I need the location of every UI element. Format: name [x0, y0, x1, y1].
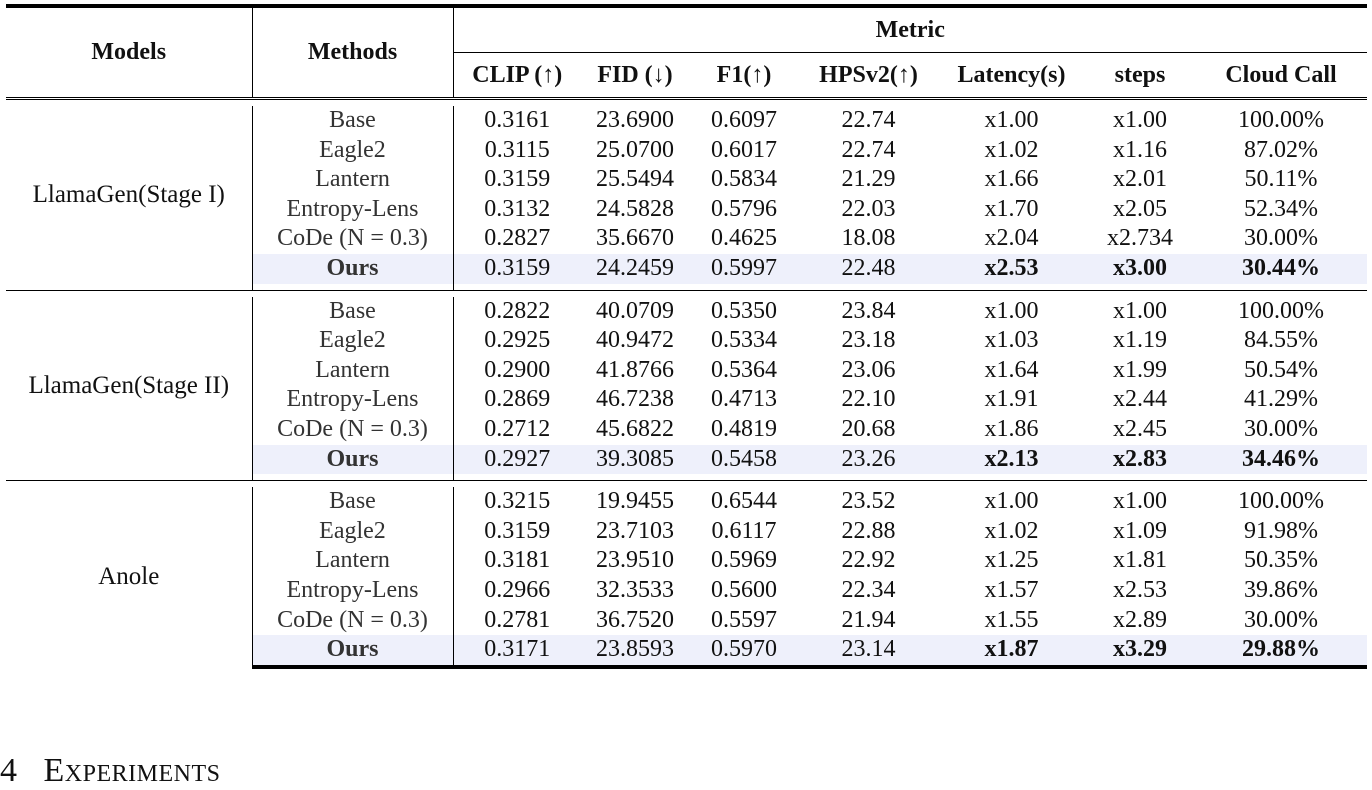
header-clip: CLIP (↑) [453, 53, 581, 99]
method-name: Lantern [252, 356, 453, 386]
method-name: CoDe (N = 0.3) [252, 415, 453, 445]
method-name: Lantern [252, 546, 453, 576]
cell-clip: 0.2822 [484, 297, 551, 324]
cell-fid: 24.2459 [581, 254, 689, 284]
cell-clip: 0.3181 [484, 547, 551, 574]
section-number: 4 [0, 752, 18, 789]
header-f1: F1(↑) [689, 53, 799, 99]
cell-hpsv2: 23.06 [841, 356, 896, 383]
model-name: LlamaGen(Stage I) [6, 106, 252, 284]
cell-latency: x1.00 [984, 107, 1039, 133]
cell-fid: 35.6670 [596, 225, 674, 252]
cell-clip: 0.2712 [484, 415, 551, 442]
cell-fid: 40.9472 [596, 327, 674, 354]
cell-hpsv2: 20.68 [841, 415, 896, 442]
cell-clip: 0.3161 [484, 107, 551, 133]
cell-latency: x2.53 [938, 254, 1085, 284]
header-fid: FID (↓) [581, 53, 689, 99]
method-name: Lantern [252, 165, 453, 195]
group-anole [6, 481, 1367, 667]
cell-steps: x1.19 [1113, 327, 1167, 354]
cell-hpsv2: 23.18 [841, 327, 896, 354]
cell-hpsv2: 22.03 [841, 195, 896, 222]
results-table [6, 4, 1367, 669]
method-name: Base [252, 297, 453, 327]
header-methods: Methods [252, 6, 453, 99]
method-name: Ours [252, 445, 453, 475]
cell-hpsv2: 22.10 [841, 386, 896, 413]
cell-cloud-call: 84.55% [1244, 327, 1318, 354]
cell-steps: x2.45 [1113, 415, 1167, 442]
cell-f1: 0.5796 [711, 195, 777, 222]
cell-hpsv2: 22.88 [841, 517, 896, 544]
cell-fid: 40.0709 [596, 297, 674, 324]
cell-f1: 0.5597 [711, 606, 777, 633]
cell-steps: x1.09 [1113, 517, 1167, 544]
cell-clip: 0.2900 [484, 356, 551, 383]
cell-hpsv2: 23.14 [799, 635, 938, 667]
cell-steps: x2.05 [1113, 195, 1167, 222]
cell-cloud-call: 50.11% [1244, 166, 1318, 193]
cell-steps: x2.89 [1113, 606, 1167, 633]
cell-f1: 0.4819 [711, 415, 777, 442]
cell-steps: x1.00 [1113, 297, 1167, 324]
cell-cloud-call: 34.46% [1195, 445, 1367, 475]
cell-latency: x1.91 [984, 386, 1039, 413]
cell-cloud-call: 39.86% [1244, 576, 1318, 603]
cell-latency: x1.87 [938, 635, 1085, 667]
cell-fid: 36.7520 [596, 606, 674, 633]
cell-f1: 0.5458 [689, 445, 799, 475]
method-name: Eagle2 [252, 136, 453, 166]
header-models: Models [6, 6, 252, 99]
cell-clip: 0.3132 [484, 195, 551, 222]
cell-f1: 0.4625 [711, 225, 777, 252]
cell-f1: 0.5970 [689, 635, 799, 667]
cell-steps: x1.16 [1113, 136, 1167, 163]
cell-hpsv2: 21.29 [841, 166, 896, 193]
cell-fid: 23.7103 [596, 517, 674, 544]
table-row [6, 297, 1367, 327]
cell-clip: 0.3159 [484, 166, 551, 193]
method-name: Base [252, 487, 453, 517]
cell-fid: 46.7238 [596, 386, 674, 413]
method-name: CoDe (N = 0.3) [252, 224, 453, 254]
cell-steps: x1.99 [1113, 356, 1167, 383]
cell-clip: 0.3171 [453, 635, 581, 667]
cell-fid: 19.9455 [596, 488, 674, 515]
cell-cloud-call: 30.44% [1195, 254, 1367, 284]
cell-cloud-call: 30.00% [1244, 606, 1318, 633]
section-heading [0, 752, 220, 790]
cell-latency: x1.86 [984, 415, 1039, 442]
cell-hpsv2: 22.34 [841, 576, 896, 603]
method-name: Base [252, 106, 453, 136]
cell-fid: 32.3533 [596, 576, 674, 603]
cell-f1: 0.4713 [711, 386, 777, 413]
table-header [6, 6, 1367, 99]
cell-cloud-call: 50.54% [1244, 356, 1318, 383]
cell-cloud-call: 52.34% [1244, 195, 1318, 222]
cell-clip: 0.2927 [453, 445, 581, 475]
cell-latency: x1.02 [984, 517, 1039, 544]
cell-steps: x2.01 [1113, 166, 1167, 193]
cell-f1: 0.5834 [711, 166, 777, 193]
cell-fid: 23.6900 [596, 107, 674, 133]
cell-steps: x2.734 [1107, 225, 1173, 252]
cell-latency: x1.03 [984, 327, 1039, 354]
cell-latency: x2.13 [938, 445, 1085, 475]
cell-cloud-call: 100.00% [1238, 107, 1324, 133]
cell-fid: 23.8593 [581, 635, 689, 667]
cell-fid: 23.9510 [596, 547, 674, 574]
table-row [6, 106, 1367, 136]
cell-f1: 0.6117 [711, 517, 777, 544]
cell-steps: x1.00 [1113, 107, 1167, 133]
cell-clip: 0.2966 [484, 576, 551, 603]
cell-latency: x1.25 [984, 547, 1039, 574]
header-steps: steps [1085, 53, 1195, 99]
cell-fid: 25.5494 [596, 166, 674, 193]
cell-hpsv2: 22.48 [799, 254, 938, 284]
cell-cloud-call: 50.35% [1244, 547, 1318, 574]
cell-cloud-call: 30.00% [1244, 225, 1318, 252]
cell-f1: 0.6097 [711, 107, 777, 133]
cell-hpsv2: 22.74 [841, 136, 896, 163]
cell-f1: 0.6544 [711, 488, 777, 515]
cell-cloud-call: 91.98% [1244, 517, 1318, 544]
cell-hpsv2: 18.08 [841, 225, 896, 252]
cell-f1: 0.5997 [689, 254, 799, 284]
cell-f1: 0.5969 [711, 547, 777, 574]
cell-clip: 0.2781 [484, 606, 551, 633]
cell-clip: 0.2869 [484, 386, 551, 413]
table-row [6, 487, 1367, 517]
cell-fid: 45.6822 [596, 415, 674, 442]
header-latency: Latency(s) [938, 53, 1085, 99]
cell-steps: x2.44 [1113, 386, 1167, 413]
cell-latency: x1.02 [984, 136, 1039, 163]
cell-latency: x1.64 [984, 356, 1039, 383]
method-name: Ours [252, 635, 453, 667]
cell-clip: 0.3115 [484, 136, 550, 163]
method-name: Entropy-Lens [252, 195, 453, 225]
cell-f1: 0.5364 [711, 356, 777, 383]
cell-cloud-call: 29.88% [1195, 635, 1367, 667]
cell-f1: 0.5334 [711, 327, 777, 354]
method-name: Ours [252, 254, 453, 284]
cell-steps: x1.00 [1113, 488, 1167, 515]
cell-clip: 0.3159 [484, 517, 551, 544]
cell-cloud-call: 41.29% [1244, 386, 1318, 413]
cell-hpsv2: 22.74 [841, 107, 896, 133]
group-llamagen-stage-2 [6, 290, 1367, 481]
cell-clip: 0.3215 [484, 488, 551, 515]
section-title: Experiments [43, 752, 221, 789]
cell-cloud-call: 100.00% [1238, 297, 1324, 324]
cell-cloud-call: 100.00% [1238, 488, 1324, 515]
header-hpsv2: HPSv2(↑) [799, 53, 938, 99]
cell-latency: x1.00 [984, 297, 1039, 324]
method-name: Eagle2 [252, 326, 453, 356]
header-cloud-call: Cloud Call [1195, 53, 1367, 99]
cell-cloud-call: 30.00% [1244, 415, 1318, 442]
cell-steps: x3.29 [1085, 635, 1195, 667]
cell-clip: 0.2925 [484, 327, 551, 354]
cell-fid: 41.8766 [596, 356, 674, 383]
cell-f1: 0.5350 [711, 297, 777, 324]
cell-hpsv2: 23.52 [841, 488, 896, 515]
cell-clip: 0.2827 [484, 225, 551, 252]
cell-steps: x2.83 [1085, 445, 1195, 475]
cell-clip: 0.3159 [453, 254, 581, 284]
cell-latency: x1.00 [984, 488, 1039, 515]
cell-latency: x1.57 [984, 576, 1039, 603]
cell-fid: 25.0700 [596, 136, 674, 163]
cell-steps: x2.53 [1113, 576, 1167, 603]
cell-steps: x3.00 [1085, 254, 1195, 284]
cell-latency: x2.04 [984, 225, 1039, 252]
cell-f1: 0.5600 [711, 576, 777, 603]
header-metric: Metric [453, 6, 1367, 53]
method-name: Entropy-Lens [252, 576, 453, 606]
cell-hpsv2: 21.94 [841, 606, 896, 633]
cell-f1: 0.6017 [711, 136, 777, 163]
cell-cloud-call: 87.02% [1244, 136, 1318, 163]
method-name: Entropy-Lens [252, 385, 453, 415]
model-name: Anole [6, 487, 252, 667]
cell-hpsv2: 23.84 [841, 297, 896, 324]
cell-latency: x1.70 [984, 195, 1039, 222]
cell-fid: 39.3085 [581, 445, 689, 475]
cell-fid: 24.5828 [596, 195, 674, 222]
method-name: Eagle2 [252, 517, 453, 547]
cell-steps: x1.81 [1113, 547, 1167, 574]
model-name: LlamaGen(Stage II) [6, 297, 252, 475]
cell-latency: x1.66 [984, 166, 1039, 193]
cell-latency: x1.55 [984, 606, 1039, 633]
cell-hpsv2: 23.26 [799, 445, 938, 475]
cell-hpsv2: 22.92 [841, 547, 896, 574]
method-name: CoDe (N = 0.3) [252, 606, 453, 636]
group-llamagen-stage-1 [6, 99, 1367, 291]
results-table-container [6, 4, 1367, 669]
